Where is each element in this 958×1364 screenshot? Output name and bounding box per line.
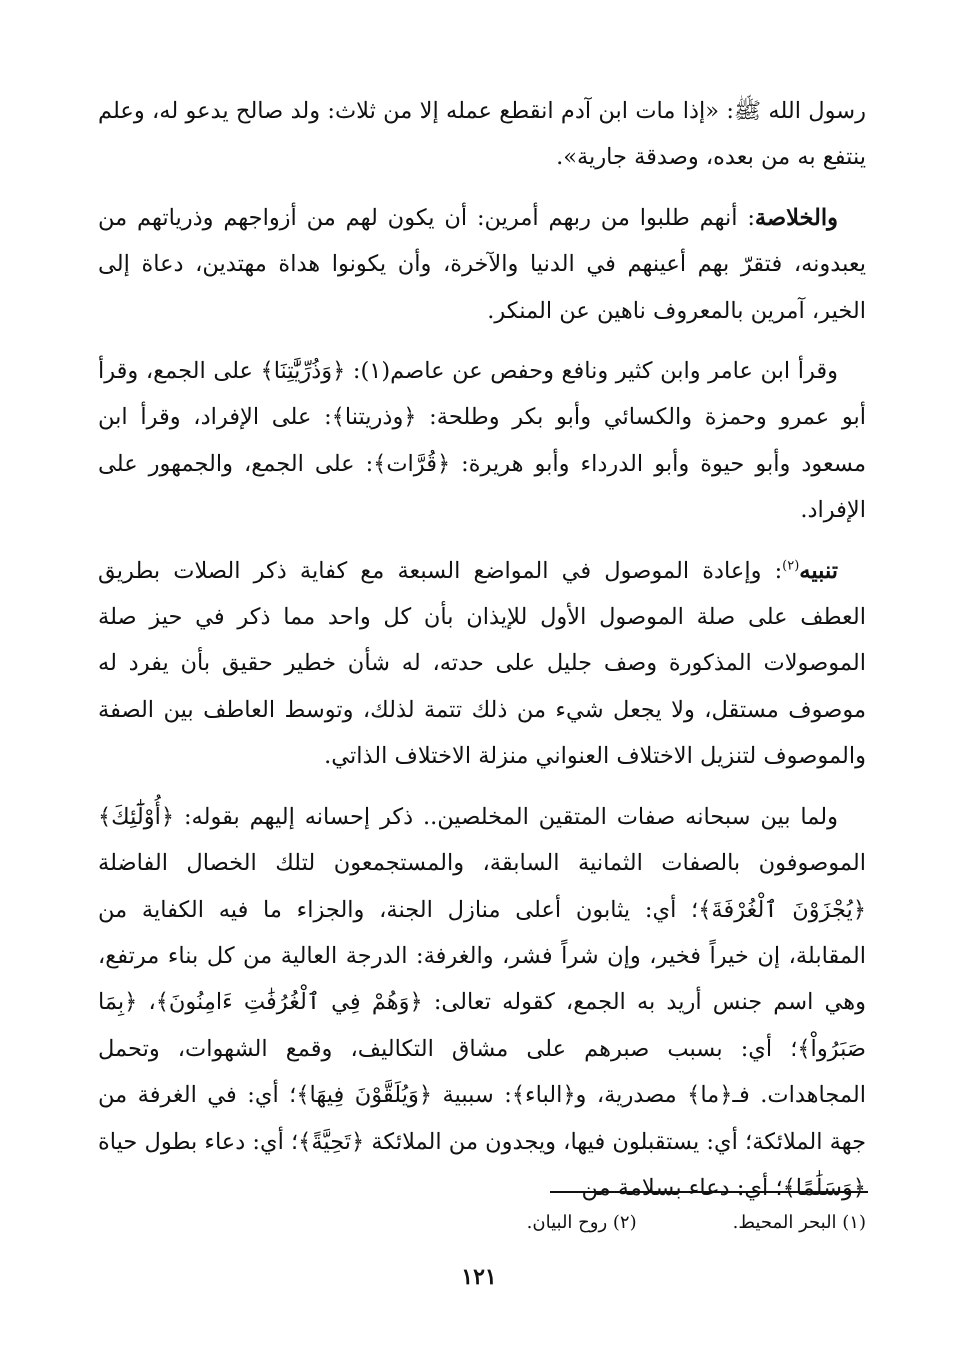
paragraph-ulaika (98, 794, 866, 1212)
paragraph-lead-note: تنبيه (799, 557, 838, 584)
paragraph-text: ولما بين سبحانه صفات المتقين المخلصين.. ذكر إحسانه إليهم بقوله: ﴿أُوْلَٰٓئِكَ﴾ الموصوفون بالصفات الثمانية السابقة، والمستجمعون لتلك الخصال الفاضلة ﴿يُجْزَوْنَ ٱلْغُرْفَةَ﴾؛ أي: يثابون أعلى منازل الجنة، والجزاء ما فيه الكفاية من المقابلة، إن خيراً فخير، وإن شراً فشر، والغرفة: الدرجة العالية من كل بناء مرتفع، وهي اسم جنس أريد به الجمع، كقوله تعالى: ﴿وَهُمْ فِي ٱلْغُرُفَٰتِ ءَامِنُونَ﴾، ﴿بِمَا صَبَرُواْ﴾؛ أي: بسبب صبرهم على مشاق التكاليف، وقمع الشهوات، وتحمل المجاهدات. فـ﴿ما﴾ مصدرية، و﴿الباء﴾: سببية ﴿وَيُلَقَّوْنَ فِيهَا﴾؛ أي: في الغرفة من جهة الملائكة؛ أي: يستقبلون فيها، ويجدون من الملائكة ﴿تَحِيَّةً﴾؛ أي: دعاء بطول حياة ﴿وَسَلَٰمًا﴾؛ أي: دعاء بسلامة من (98, 803, 866, 1201)
paragraph-text: وقرأ ابن عامر وابن كثير ونافع وحفص عن عاصم(١): ﴿وَذُرِّيَّٰتِنَا﴾ على الجمع، وقرأ أبو عمرو وحمزة والكسائي وأبو بكر وطلحة: ﴿وذريتنا﴾: على الإفراد، وقرأ ابن مسعود وأبو حيوة وأبو الدرداء وأبو هريرة: ﴿قُرَّات﴾: على الجمع، والجمهور على الإفراد. (98, 358, 866, 524)
footnote-2: (٢) روح البيان. (526, 1212, 637, 1233)
footnote-separator (550, 1191, 868, 1193)
paragraph-note (98, 548, 866, 780)
footnote-1: (١) البحر المحيط. (732, 1212, 866, 1233)
paragraph-summary (98, 195, 866, 334)
paragraph-hadith-continuation (98, 88, 866, 181)
main-text (98, 88, 866, 1225)
paragraph-readings (98, 348, 866, 534)
paragraph-text: : وإعادة الموصول في المواضع السبعة مع كفاية ذكر الصلات بطريق العطف على صلة الموصول الأول للإيذان بأن كل واحد مما ذكر في حيز صلة الموصولات المذكورة وصف جليل على حدته، له شأن خطير حقيق بأن يفرد له موصوف مستقل، ولا يجعل شيء من ذلك تتمة لذلك، وتوسط العاطف بين الصفة والموصوف لتنزيل الاختلاف العنواني منزلة الاختلاف الذاتي. (98, 557, 866, 770)
footnotes (527, 1208, 866, 1238)
page-number: ١٢١ (461, 1264, 497, 1290)
paragraph-text: رسول الله ﷺ: «إذا مات ابن آدم انقطع عمله إلا من ثلاث: ولد صالح يدعو له، وعلم ينتفع به من بعده، وصدقة جارية». (98, 98, 866, 171)
paragraph-lead-summary: والخلاصة (754, 204, 838, 231)
paragraph-text: : أنهم طلبوا من ربهم أمرين: أن يكون لهم من أزواجهم وذرياتهم من يعبدونه، فتقرّ بهم أعينهم في الدنيا والآخرة، وأن يكونوا هداة مهتدين، دعاة إلى الخير، آمرين بالمعروف ناهين عن المنكر. (98, 204, 866, 324)
footnote-ref: (٢) (782, 558, 800, 574)
